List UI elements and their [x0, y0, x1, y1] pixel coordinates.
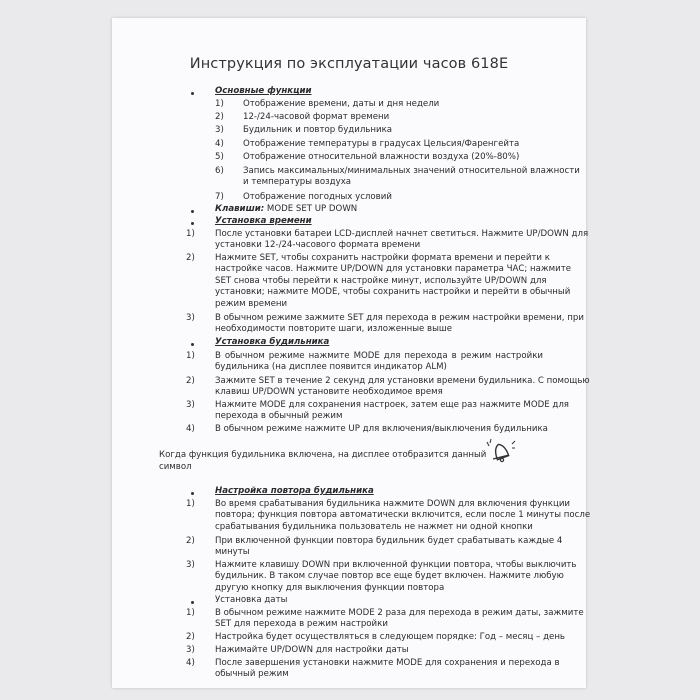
keys-label: Клавиши:: [215, 204, 265, 214]
item-number: 6): [215, 166, 224, 176]
page-title: Инструкция по эксплуатации часов 618Е: [189, 56, 509, 72]
list-item: В обычном режиме нажмите MODE для перехода в режим настройки: [215, 351, 543, 361]
list-item: 12-/24-часовой формат времени: [243, 112, 390, 122]
list-item: Отображение относительной влажности воздуха (20%-80%): [243, 152, 520, 162]
section-heading-date-setting: Установка даты: [215, 595, 288, 605]
list-item-continuation: режим времени: [215, 299, 288, 309]
item-number: 3): [186, 313, 195, 323]
item-number: 1): [215, 99, 224, 109]
list-item-continuation: настройке часов. Нажмите UP/DOWN для установки параметра ЧАС; нажмите: [215, 264, 572, 274]
list-item-continuation: установки; нажмите MODE, чтобы сохранить настройки и перейти в обычный: [215, 287, 571, 297]
item-number: 1): [186, 499, 195, 509]
item-number: 2): [215, 112, 224, 122]
section-heading-main-functions: Основные функции: [215, 86, 312, 96]
list-item: В обычном режиме нажмите UP для включения/выключения будильника: [215, 424, 548, 434]
item-number: 7): [215, 192, 224, 202]
section-heading-snooze-setting: Настройка повтора будильника: [215, 486, 374, 496]
item-number: 2): [186, 632, 195, 642]
bullet: [191, 601, 194, 604]
list-item: Нажмите клавишу DOWN при включенной функции повтора, чтобы выключить: [215, 560, 577, 570]
item-number: 1): [186, 229, 195, 239]
list-item-continuation: SET для перехода в режим настройки: [215, 619, 388, 629]
item-number: 5): [215, 152, 224, 162]
section-heading-alarm-setting: Установка будильника: [215, 337, 330, 347]
list-item: Будильник и повтор будильника: [243, 125, 393, 135]
list-item: В обычном режиме нажмите MODE 2 раза для перехода в режим даты, зажмите: [215, 608, 584, 618]
item-number: 3): [186, 645, 195, 655]
item-number: 1): [186, 608, 195, 618]
list-item-continuation: SET снова чтобы перейти к настройке минут, используйте UP/DOWN для: [215, 276, 547, 286]
keys-line: [215, 204, 357, 215]
list-item: При включенной функции повтора будильник будет срабатывать каждые 4: [215, 536, 563, 546]
list-item-continuation: срабатывания будильника пользователь не нажмет ни одной кнопки: [215, 522, 533, 532]
bullet: [191, 210, 194, 213]
list-item: Нажмите MODE для сохранения настроек, затем еще раз нажмите MODE для: [215, 400, 569, 410]
item-number: 3): [215, 125, 224, 135]
list-item-continuation: другую кнопку для выключения функции повтора: [215, 583, 445, 593]
list-item: Отображение температуры в градусах Цельсия/Фаренгейта: [243, 139, 520, 149]
bullet: [191, 343, 194, 346]
list-item: Отображение времени, даты и дня недели: [243, 99, 440, 109]
list-item-continuation: минуты: [215, 547, 250, 557]
list-item: В обычном режиме зажмите SET для перехода в режим настройки времени, при: [215, 313, 584, 323]
list-item: Во время срабатывания будильника нажмите DOWN для включения функции: [215, 499, 570, 509]
item-number: 4): [215, 139, 224, 149]
list-item: Нажимайте UP/DOWN для настройки даты: [215, 645, 409, 655]
list-item-continuation: клавиш UP/DOWN установите необходимое время: [215, 387, 443, 397]
bullet: [191, 92, 194, 95]
bullet: [191, 492, 194, 495]
instruction-sheet: [112, 18, 591, 688]
alarm-note-continuation: символ: [159, 462, 192, 472]
list-item: Зажмите SET в течение 2 секунд для установки времени будильника. С помощью: [215, 376, 590, 386]
list-item-continuation: будильник. В таком случае повтор все еще будет включен. Нажмите любую: [215, 571, 564, 581]
item-number: 2): [186, 536, 195, 546]
list-item: Запись максимальных/минимальных значений относительной влажности: [243, 166, 580, 176]
list-item-continuation: необходимости повторите шаги, изложенные выше: [215, 324, 453, 334]
list-item-continuation: установки 12-/24-часового формата времени: [215, 240, 421, 250]
list-item-continuation: обычный режим: [215, 669, 289, 679]
item-number: 3): [186, 560, 195, 570]
list-item: Отображение погодных условий: [243, 192, 392, 202]
item-number: 2): [186, 253, 195, 263]
list-item: После установки батареи LCD-дисплей начнет светиться. Нажмите UP/DOWN для: [215, 229, 589, 239]
list-item-continuation: повтора; функция повтора автоматически включится, если после 1 минуты после: [215, 510, 591, 520]
bullet: [191, 222, 194, 225]
list-item: Настройка будет осуществляться в следующем порядке: Год – месяц – день: [215, 632, 565, 642]
item-number: 4): [186, 424, 195, 434]
list-item-continuation: и температуры воздуха: [243, 177, 352, 187]
alarm-note: Когда функция будильника включена, на дисплее отобразится данный: [159, 450, 487, 460]
item-number: 2): [186, 376, 195, 386]
item-number: 4): [186, 658, 195, 668]
keys-value: MODE SET UP DOWN: [264, 204, 358, 214]
bell-icon: [486, 438, 516, 466]
list-item: После завершения установки нажмите MODE для сохранения и перехода в: [215, 658, 560, 668]
section-heading-time-setting: Установка времени: [215, 216, 312, 226]
item-number: 3): [186, 400, 195, 410]
list-item: Нажмите SET, чтобы сохранить настройки формата времени и перейти к: [215, 253, 550, 263]
list-item-continuation: будильника (на дисплее появится индикатор ALM): [215, 362, 447, 372]
item-number: 1): [186, 351, 195, 361]
list-item-continuation: перехода в обычный режим: [215, 411, 343, 421]
